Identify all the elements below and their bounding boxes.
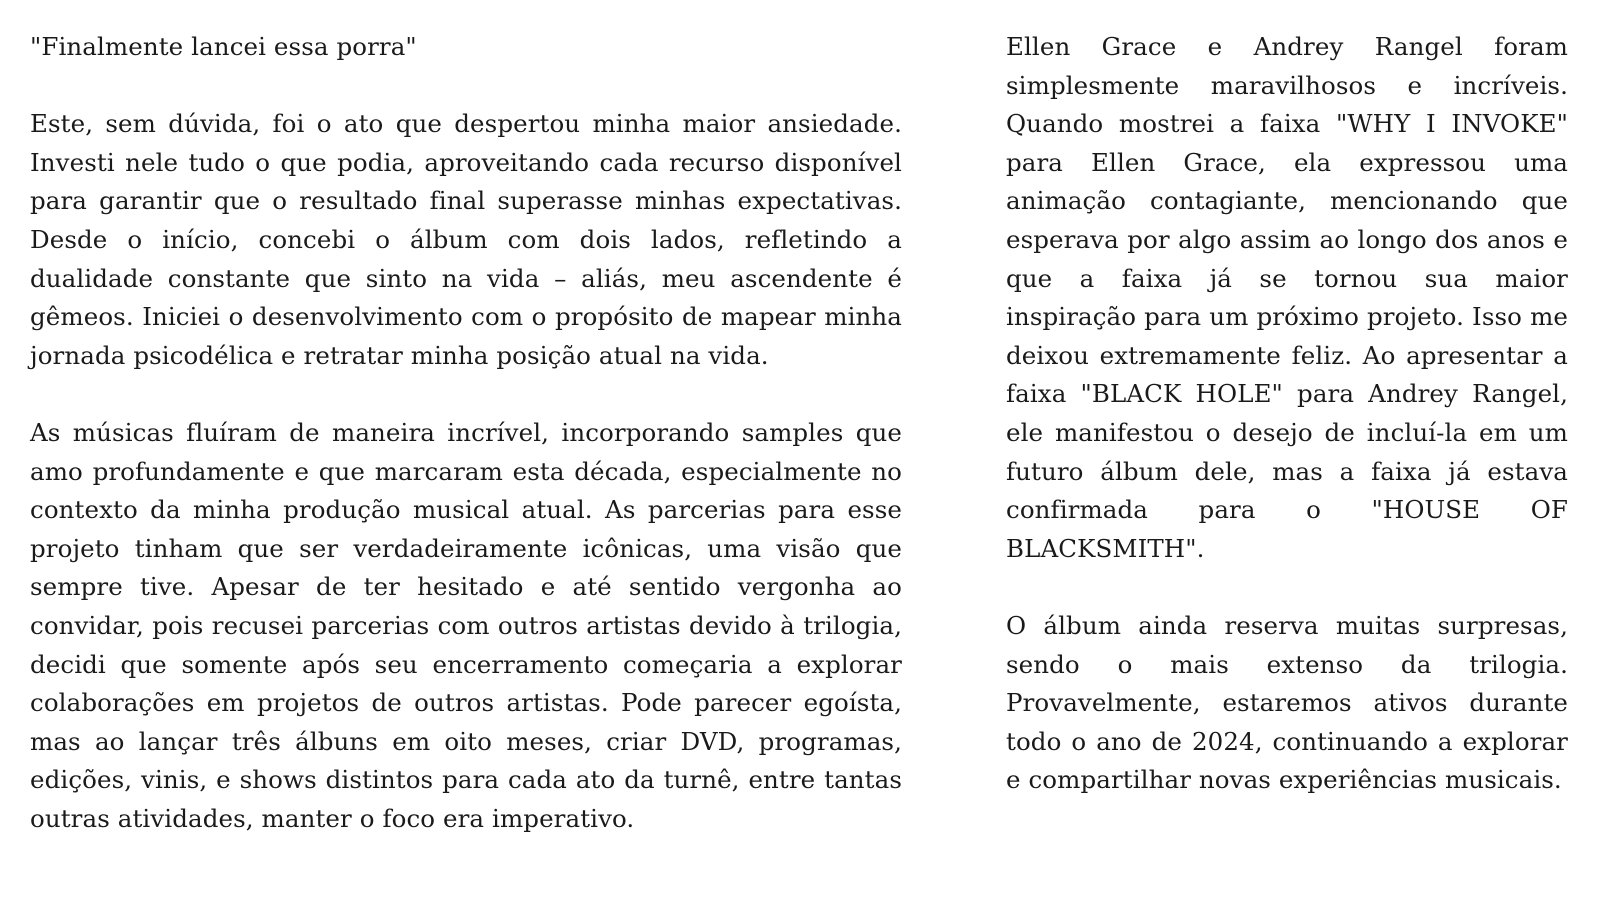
quote-heading: "Finalmente lancei essa porra" [30,32,417,61]
paragraph-anxiety: Este, sem dúvida, foi o ato que despertou minha maior ansiedade. Investi nele tudo o que podia, aproveitando cada recurso disponível para garantir que o resultado final superasse minhas expectativas. Desde o início, concebi o álbum com dois lados, refletindo a dualidade constante que sinto na vida – aliás, meu ascendente é gêmeos. Iniciei o desenvolvimento com o propósito de mapear minha jornada psicodélica e retratar minha posição atual na vida. [30,109,902,370]
paragraph-collaborators: Ellen Grace e Andrey Rangel foram simplesmente maravilhosos e incríveis. Quando mostrei a faixa "WHY I INVOKE" para Ellen Grace, ela expressou uma animação contagiante, mencionando que esperava por algo assim ao longo dos anos e que a faixa já se tornou sua maior inspiração para um próximo projeto. Isso me deixou extremamente feliz. Ao apresentar a faixa "BLACK HOLE" para Andrey Rangel, ele manifestou o desejo de incluí-la em um futuro álbum dele, mas a faixa já estava confirmada para o "HOUSE OF BLACKSMITH". [1006,32,1568,563]
paragraph-songs-and-partnerships: As músicas fluíram de maneira incrível, incorporando samples que amo profundamente e que marcaram esta década, especialmente no contexto da minha produção musical atual. As parcerias para esse projeto tinham que ser verdadeiramente icônicas, uma visão que sempre tive. Apesar de ter hesitado e até sentido vergonha ao convidar, pois recusei parcerias com outros artistas devido à trilogia, decidi que somente após seu encerramento começaria a explorar colaborações em projetos de outros artistas. Pode parecer egoísta, mas ao lançar três álbuns em oito meses, criar DVD, programas, edições, vinis, e shows distintos para cada ato da turnê, entre tantas outras atividades, manter o foco era imperativo. [30,417,902,833]
right-column [1006,28,1568,800]
paragraph-album-surprises: O álbum ainda reserva muitas surpresas, sendo o mais extenso da trilogia. Provavelmente, estaremos ativos durante todo o ano de 2024, continuando a explorar e compartilhar novas experiências musicais. [1006,610,1568,795]
left-column [30,28,902,838]
